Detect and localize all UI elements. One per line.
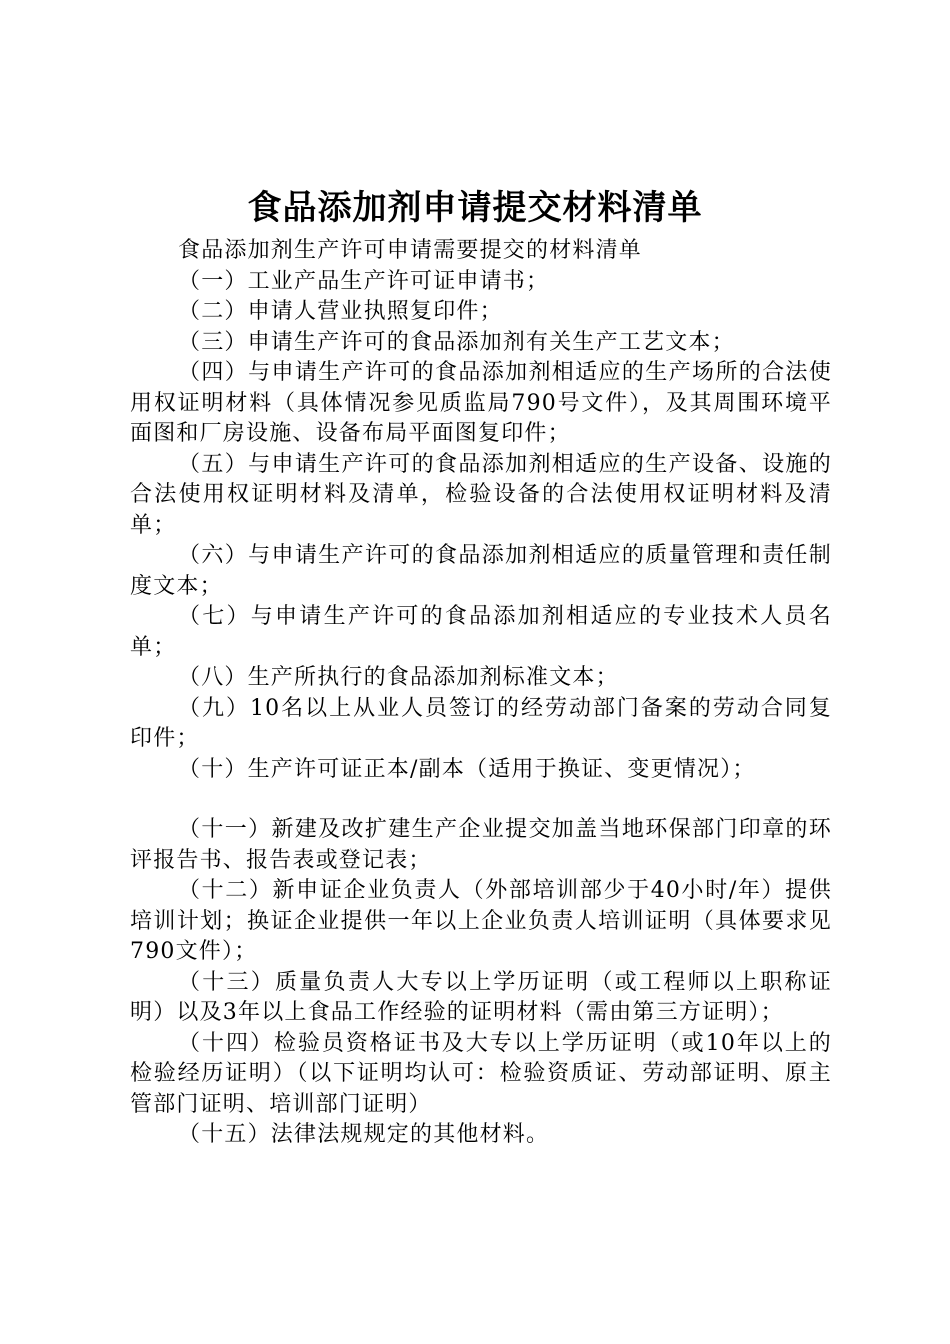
list-item-9: （九）10名以上从业人员签订的经劳动部门备案的劳动合同复印件；: [130, 695, 832, 751]
list-item-7: （七）与申请生产许可的食品添加剂相适应的专业技术人员名单；: [130, 604, 832, 660]
list-item-12: （十二）新申证企业负责人（外部培训部少于40小时/年）提供培训计划；换证企业提供一年以上企业负责人培训证明（具体要求见790文件）；: [130, 878, 832, 964]
list-item-3: （三）申请生产许可的食品添加剂有关生产工艺文本；: [178, 329, 735, 355]
list-item-14: （十四）检验员资格证书及大专以上学历证明（或10年以上的检验经历证明）（以下证明均认可：检验资质证、劳动部证明、原主管部门证明、培训部门证明）: [130, 1030, 832, 1117]
list-item-13: （十三）质量负责人大专以上学历证明（或工程师以上职称证明）以及3年以上食品工作经验的证明材料（需由第三方证明）；: [130, 969, 832, 1025]
list-item-15: （十五）法律法规规定的其他材料。: [178, 1122, 550, 1147]
list-item-5: （五）与申请生产许可的食品添加剂相适应的生产设备、设施的合法使用权证明材料及清单，检验设备的合法使用权证明材料及清单；: [130, 451, 832, 538]
list-item-11: （十一）新建及改扩建生产企业提交加盖当地环保部门印章的环评报告书、报告表或登记表；: [130, 817, 832, 873]
list-item-10: （十）生产许可证正本/副本（适用于换证、变更情况）；: [178, 756, 756, 782]
list-item-4: （四）与申请生产许可的食品添加剂相适应的生产场所的合法使用权证明材料（具体情况参见质监局790号文件），及其周围环境平面图和厂房设施、设备布局平面图复印件；: [130, 360, 832, 446]
list-item-8: （八）生产所执行的食品添加剂标准文本；: [178, 665, 619, 690]
list-item-1: （一）工业产品生产许可证申请书；: [178, 268, 550, 294]
intro-paragraph: 食品添加剂生产许可申请需要提交的材料清单: [178, 238, 643, 263]
document-body: [130, 236, 832, 1151]
list-item-6: （六）与申请生产许可的食品添加剂相适应的质量管理和责任制度文本；: [130, 543, 832, 599]
document-title: 食品添加剂申请提交材料清单: [247, 188, 703, 228]
list-item-2: （二）申请人营业执照复印件；: [178, 299, 503, 324]
